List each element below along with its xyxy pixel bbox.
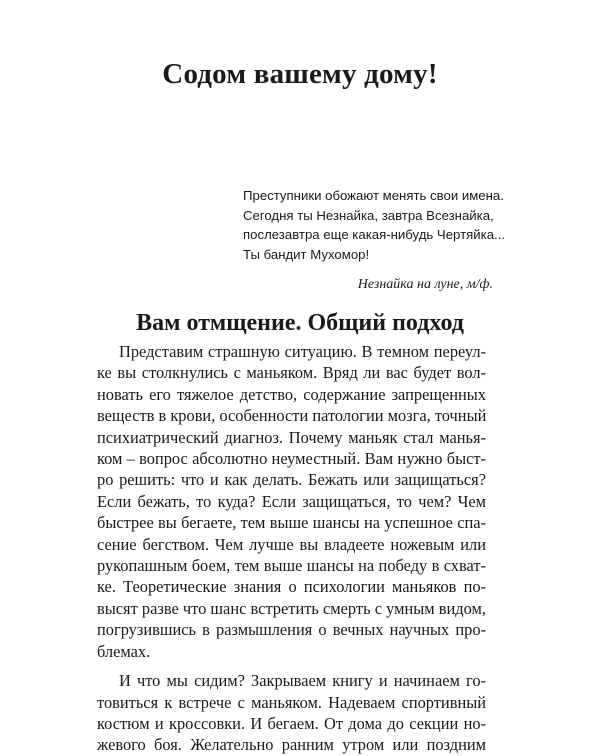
body-text	[97, 341, 486, 756]
paragraph-line: костюм и кроссовки. И бегаем. От дома до секции но-	[97, 713, 486, 733]
paragraph-line: сение бегством. Чем лучше вы владеете ножевым или	[97, 534, 486, 554]
epigraph-source: Незнайка на луне, м/ф.	[357, 276, 493, 292]
epigraph	[243, 186, 506, 295]
epigraph-line: Ты бандит Мухомор!	[243, 247, 370, 263]
chapter-title: Содом вашему дому!	[162, 58, 438, 90]
paragraph-line: рукопашным боем, тем выше шансы на победу в схват-	[97, 556, 486, 576]
paragraph-line: Представим страшную ситуацию. В темном переул-	[119, 342, 486, 361]
epigraph-line: послезавтра еще какая-нибудь Чертяйка...	[243, 227, 506, 243]
paragraph-line: новать его тяжелое детство, содержание запрещенных	[97, 384, 486, 404]
paragraph-line: высят разве что шанс встретить смерть с умным видом,	[97, 598, 486, 618]
paragraph-gap	[97, 662, 486, 670]
paragraph-line: ком – вопрос абсолютно неуместный. Вам нужно быст-	[97, 449, 486, 469]
paragraph-line: погрузившись в размышления о вечных научных про-	[97, 620, 486, 640]
paragraph-line: И что мы сидим? Закрываем книгу и начинаем го-	[119, 671, 486, 691]
paragraph-line: ке. Теоретические знания о психологии маньяков по-	[97, 577, 486, 597]
paragraph-line: быстрее вы бегаете, тем выше шансы на успешное спа-	[97, 513, 486, 533]
paragraph	[97, 341, 486, 662]
paragraph-line: ро решить: что и как делать. Бежать или защищаться?	[97, 470, 486, 490]
paragraph-line: психиатрический диагноз. Почему маньяк стал манья-	[97, 427, 486, 447]
paragraph-line: жевого боя. Желательно ранним утром или поздним	[97, 735, 486, 755]
paragraph-line: блемах.	[97, 641, 151, 661]
epigraph-line: Сегодня ты Незнайка, завтра Всезнайка,	[243, 207, 494, 223]
paragraph	[97, 670, 486, 756]
epigraph-line: Преступники обожают менять свои имена.	[243, 188, 504, 203]
paragraph-line: Если бежать, то куда? Если защищаться, то чем? Чем	[97, 491, 486, 511]
section-title: Вам отмщение. Общий подход	[136, 310, 464, 336]
paragraph-line: ке вы столкнулись с маньяком. Вряд ли вас будет вол-	[97, 363, 486, 383]
paragraph-line: товиться к встрече с маньяком. Надеваем спортивный	[97, 692, 486, 712]
paragraph-line: веществ в крови, особенности патологии мозга, точный	[97, 406, 487, 426]
